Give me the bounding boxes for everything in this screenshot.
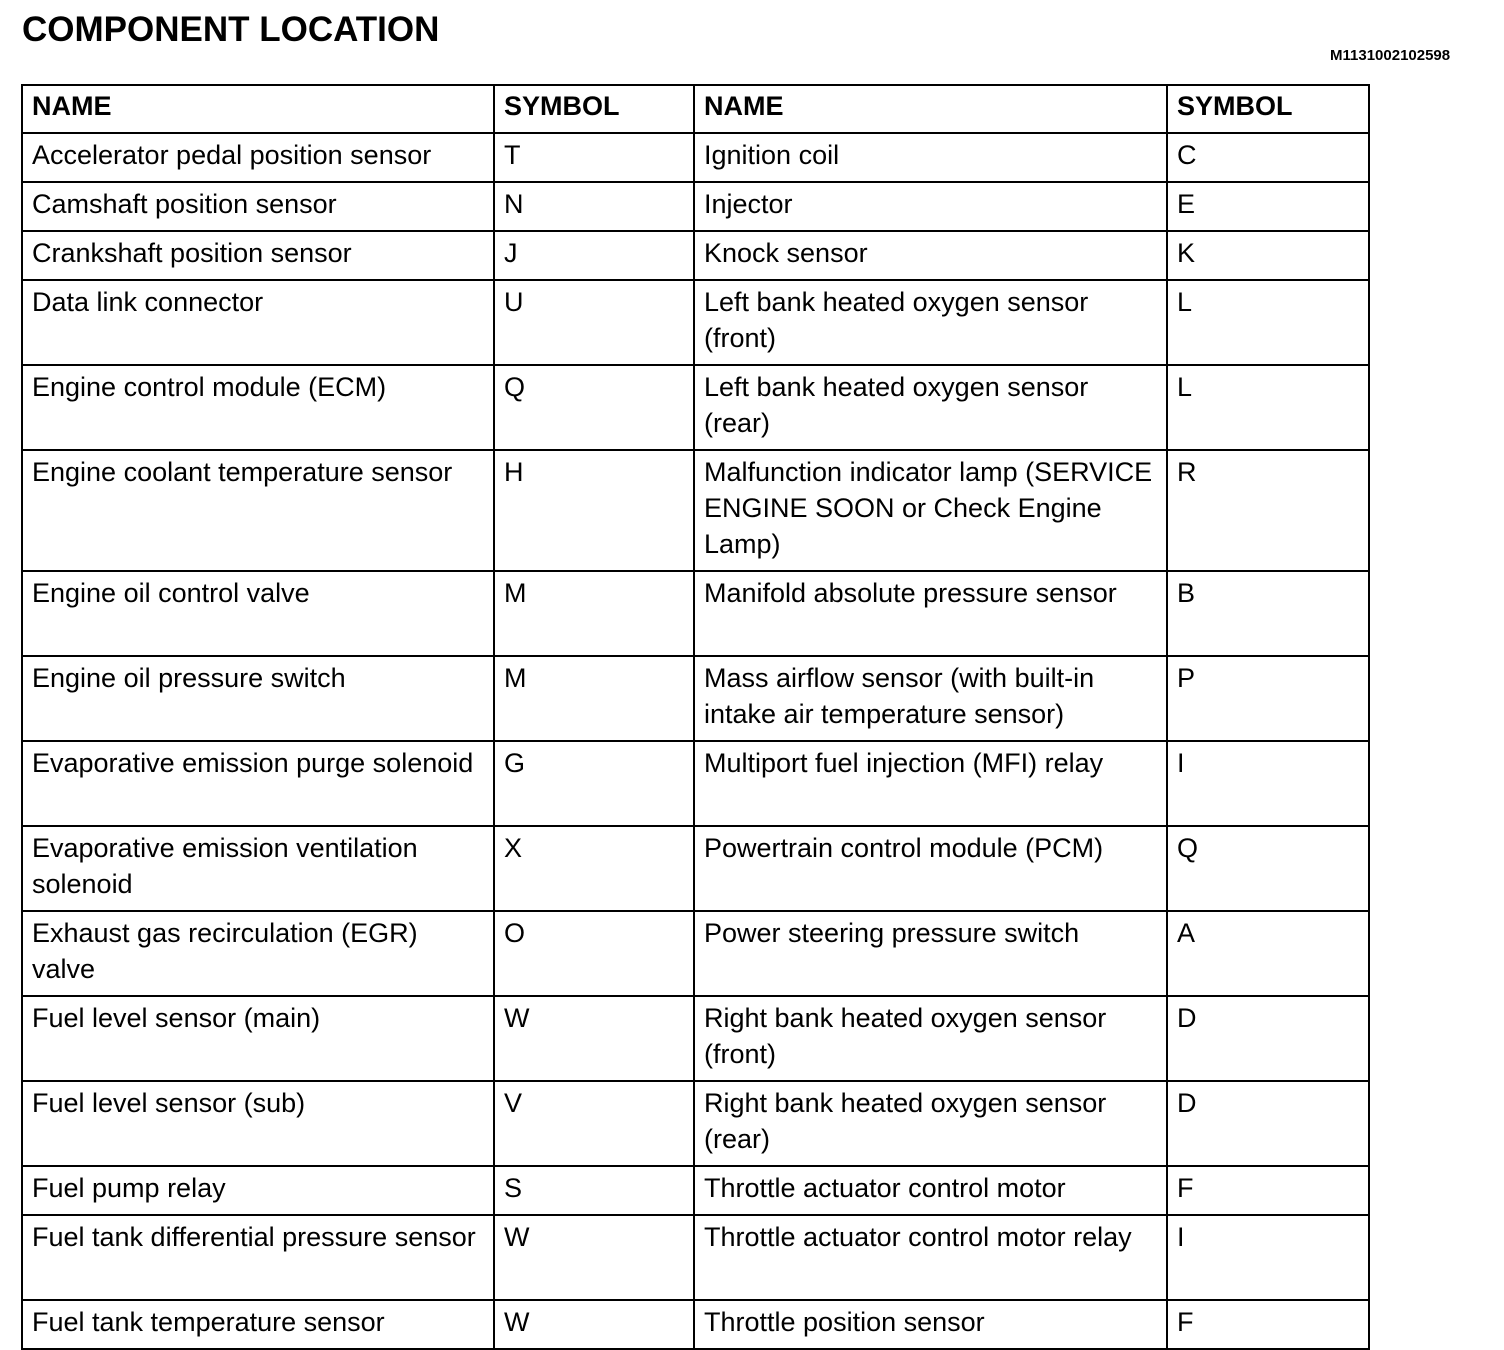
cell-name-left: Evaporative emission purge solenoid (22, 741, 494, 826)
cell-symbol-right: A (1167, 911, 1369, 996)
cell-symbol-left: W (494, 996, 694, 1081)
cell-symbol-left: O (494, 911, 694, 996)
cell-symbol-right: K (1167, 231, 1369, 280)
cell-name-left: Data link connector (22, 280, 494, 365)
document-code: M1131002102598 (1330, 47, 1451, 64)
table-row (22, 231, 1369, 280)
table-row (22, 996, 1369, 1081)
cell-symbol-left: S (494, 1166, 694, 1215)
header-name-left: NAME (22, 85, 494, 133)
cell-name-left: Camshaft position sensor (22, 182, 494, 231)
header-symbol-right: SYMBOL (1167, 85, 1369, 133)
cell-symbol-left: V (494, 1081, 694, 1166)
table-row (22, 1081, 1369, 1166)
cell-name-right: Manifold absolute pressure sensor (694, 571, 1167, 656)
component-location-table (21, 84, 1370, 1350)
table-row (22, 741, 1369, 826)
header-symbol-left: SYMBOL (494, 85, 694, 133)
cell-symbol-right: L (1167, 365, 1369, 450)
page-title: COMPONENT LOCATION (22, 10, 440, 49)
cell-symbol-right: D (1167, 1081, 1369, 1166)
cell-symbol-left: T (494, 133, 694, 182)
cell-symbol-left: Q (494, 365, 694, 450)
cell-name-right: Throttle actuator control motor (694, 1166, 1167, 1215)
table-row (22, 365, 1369, 450)
cell-symbol-right: R (1167, 450, 1369, 571)
cell-name-right: Left bank heated oxygen sensor (rear) (694, 365, 1167, 450)
cell-name-right: Throttle actuator control motor relay (694, 1215, 1167, 1300)
cell-symbol-right: I (1167, 1215, 1369, 1300)
table-header-row (22, 85, 1369, 133)
cell-symbol-left: U (494, 280, 694, 365)
cell-symbol-right: D (1167, 996, 1369, 1081)
cell-name-right: Injector (694, 182, 1167, 231)
cell-symbol-right: L (1167, 280, 1369, 365)
cell-name-right: Powertrain control module (PCM) (694, 826, 1167, 911)
cell-name-right: Mass airflow sensor (with built-in intake air temperature sensor) (694, 656, 1167, 741)
cell-symbol-right: P (1167, 656, 1369, 741)
cell-name-right: Right bank heated oxygen sensor (front) (694, 996, 1167, 1081)
table-row (22, 280, 1369, 365)
table-row (22, 1166, 1369, 1215)
cell-name-left: Engine coolant temperature sensor (22, 450, 494, 571)
cell-symbol-left: W (494, 1215, 694, 1300)
cell-name-right: Power steering pressure switch (694, 911, 1167, 996)
cell-name-left: Engine oil control valve (22, 571, 494, 656)
cell-name-right: Ignition coil (694, 133, 1167, 182)
cell-symbol-left: H (494, 450, 694, 571)
table-row (22, 911, 1369, 996)
cell-symbol-left: J (494, 231, 694, 280)
cell-symbol-left: N (494, 182, 694, 231)
cell-name-right: Left bank heated oxygen sensor (front) (694, 280, 1167, 365)
cell-name-left: Engine oil pressure switch (22, 656, 494, 741)
header-name-right: NAME (694, 85, 1167, 133)
table-row (22, 571, 1369, 656)
cell-symbol-left: M (494, 656, 694, 741)
cell-name-right: Right bank heated oxygen sensor (rear) (694, 1081, 1167, 1166)
table-row (22, 826, 1369, 911)
cell-name-left: Fuel level sensor (sub) (22, 1081, 494, 1166)
cell-name-left: Engine control module (ECM) (22, 365, 494, 450)
cell-symbol-right: E (1167, 182, 1369, 231)
table-row (22, 182, 1369, 231)
cell-symbol-right: F (1167, 1300, 1369, 1349)
cell-name-right: Malfunction indicator lamp (SERVICE ENGINE SOON or Check Engine Lamp) (694, 450, 1167, 571)
cell-name-right: Knock sensor (694, 231, 1167, 280)
cell-symbol-right: C (1167, 133, 1369, 182)
table-row (22, 656, 1369, 741)
cell-symbol-right: Q (1167, 826, 1369, 911)
cell-name-left: Fuel level sensor (main) (22, 996, 494, 1081)
cell-symbol-left: G (494, 741, 694, 826)
cell-name-left: Fuel tank differential pressure sensor (22, 1215, 494, 1300)
table-row (22, 133, 1369, 182)
cell-symbol-right: B (1167, 571, 1369, 656)
cell-symbol-left: W (494, 1300, 694, 1349)
cell-name-left: Fuel pump relay (22, 1166, 494, 1215)
cell-name-right: Multiport fuel injection (MFI) relay (694, 741, 1167, 826)
cell-name-left: Fuel tank temperature sensor (22, 1300, 494, 1349)
cell-symbol-left: X (494, 826, 694, 911)
cell-name-right: Throttle position sensor (694, 1300, 1167, 1349)
cell-symbol-left: M (494, 571, 694, 656)
cell-symbol-right: I (1167, 741, 1369, 826)
cell-name-left: Exhaust gas recirculation (EGR) valve (22, 911, 494, 996)
cell-name-left: Accelerator pedal position sensor (22, 133, 494, 182)
cell-name-left: Evaporative emission ventilation solenoid (22, 826, 494, 911)
table-row (22, 450, 1369, 571)
cell-symbol-right: F (1167, 1166, 1369, 1215)
cell-name-left: Crankshaft position sensor (22, 231, 494, 280)
table-row (22, 1215, 1369, 1300)
